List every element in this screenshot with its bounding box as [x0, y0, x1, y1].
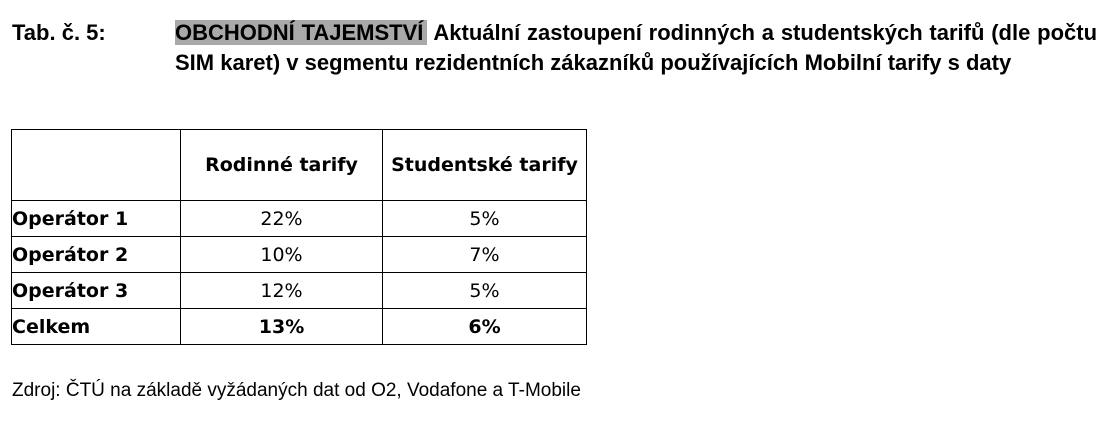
table-caption-label: Tab. č. 5:	[12, 20, 106, 45]
student-value: 5%	[383, 273, 587, 309]
table-row	[12, 273, 587, 309]
row-label: Operátor 2	[12, 237, 181, 273]
header-empty	[12, 130, 181, 201]
table-row	[12, 237, 587, 273]
table-row	[12, 201, 587, 237]
source-note: Zdroj: ČTÚ na základě vyžádaných dat od O2, Vodafone a T-Mobile	[12, 380, 581, 401]
student-value: 6%	[383, 309, 587, 345]
data-table	[11, 129, 587, 345]
table-header-row	[12, 130, 587, 201]
row-label: Operátor 1	[12, 201, 181, 237]
row-label: Operátor 3	[12, 273, 181, 309]
header-student-tariffs: Studentské tarify	[383, 130, 587, 201]
table-caption	[175, 18, 1097, 78]
table-caption-text: Aktuální zastoupení rodinných a studentských tarifů (dle počtu SIM karet) v segmentu rezidentních zákazníků používajících Mobilní tarify s daty	[175, 20, 1098, 75]
student-value: 7%	[383, 237, 587, 273]
family-value: 13%	[181, 309, 383, 345]
family-value: 12%	[181, 273, 383, 309]
table-total-row	[12, 309, 587, 345]
family-value: 10%	[181, 237, 383, 273]
family-value: 22%	[181, 201, 383, 237]
row-label: Celkem	[12, 309, 181, 345]
student-value: 5%	[383, 201, 587, 237]
header-family-tariffs: Rodinné tarify	[181, 130, 383, 201]
trade-secret-highlight: OBCHODNÍ TAJEMSTVÍ	[175, 20, 427, 45]
